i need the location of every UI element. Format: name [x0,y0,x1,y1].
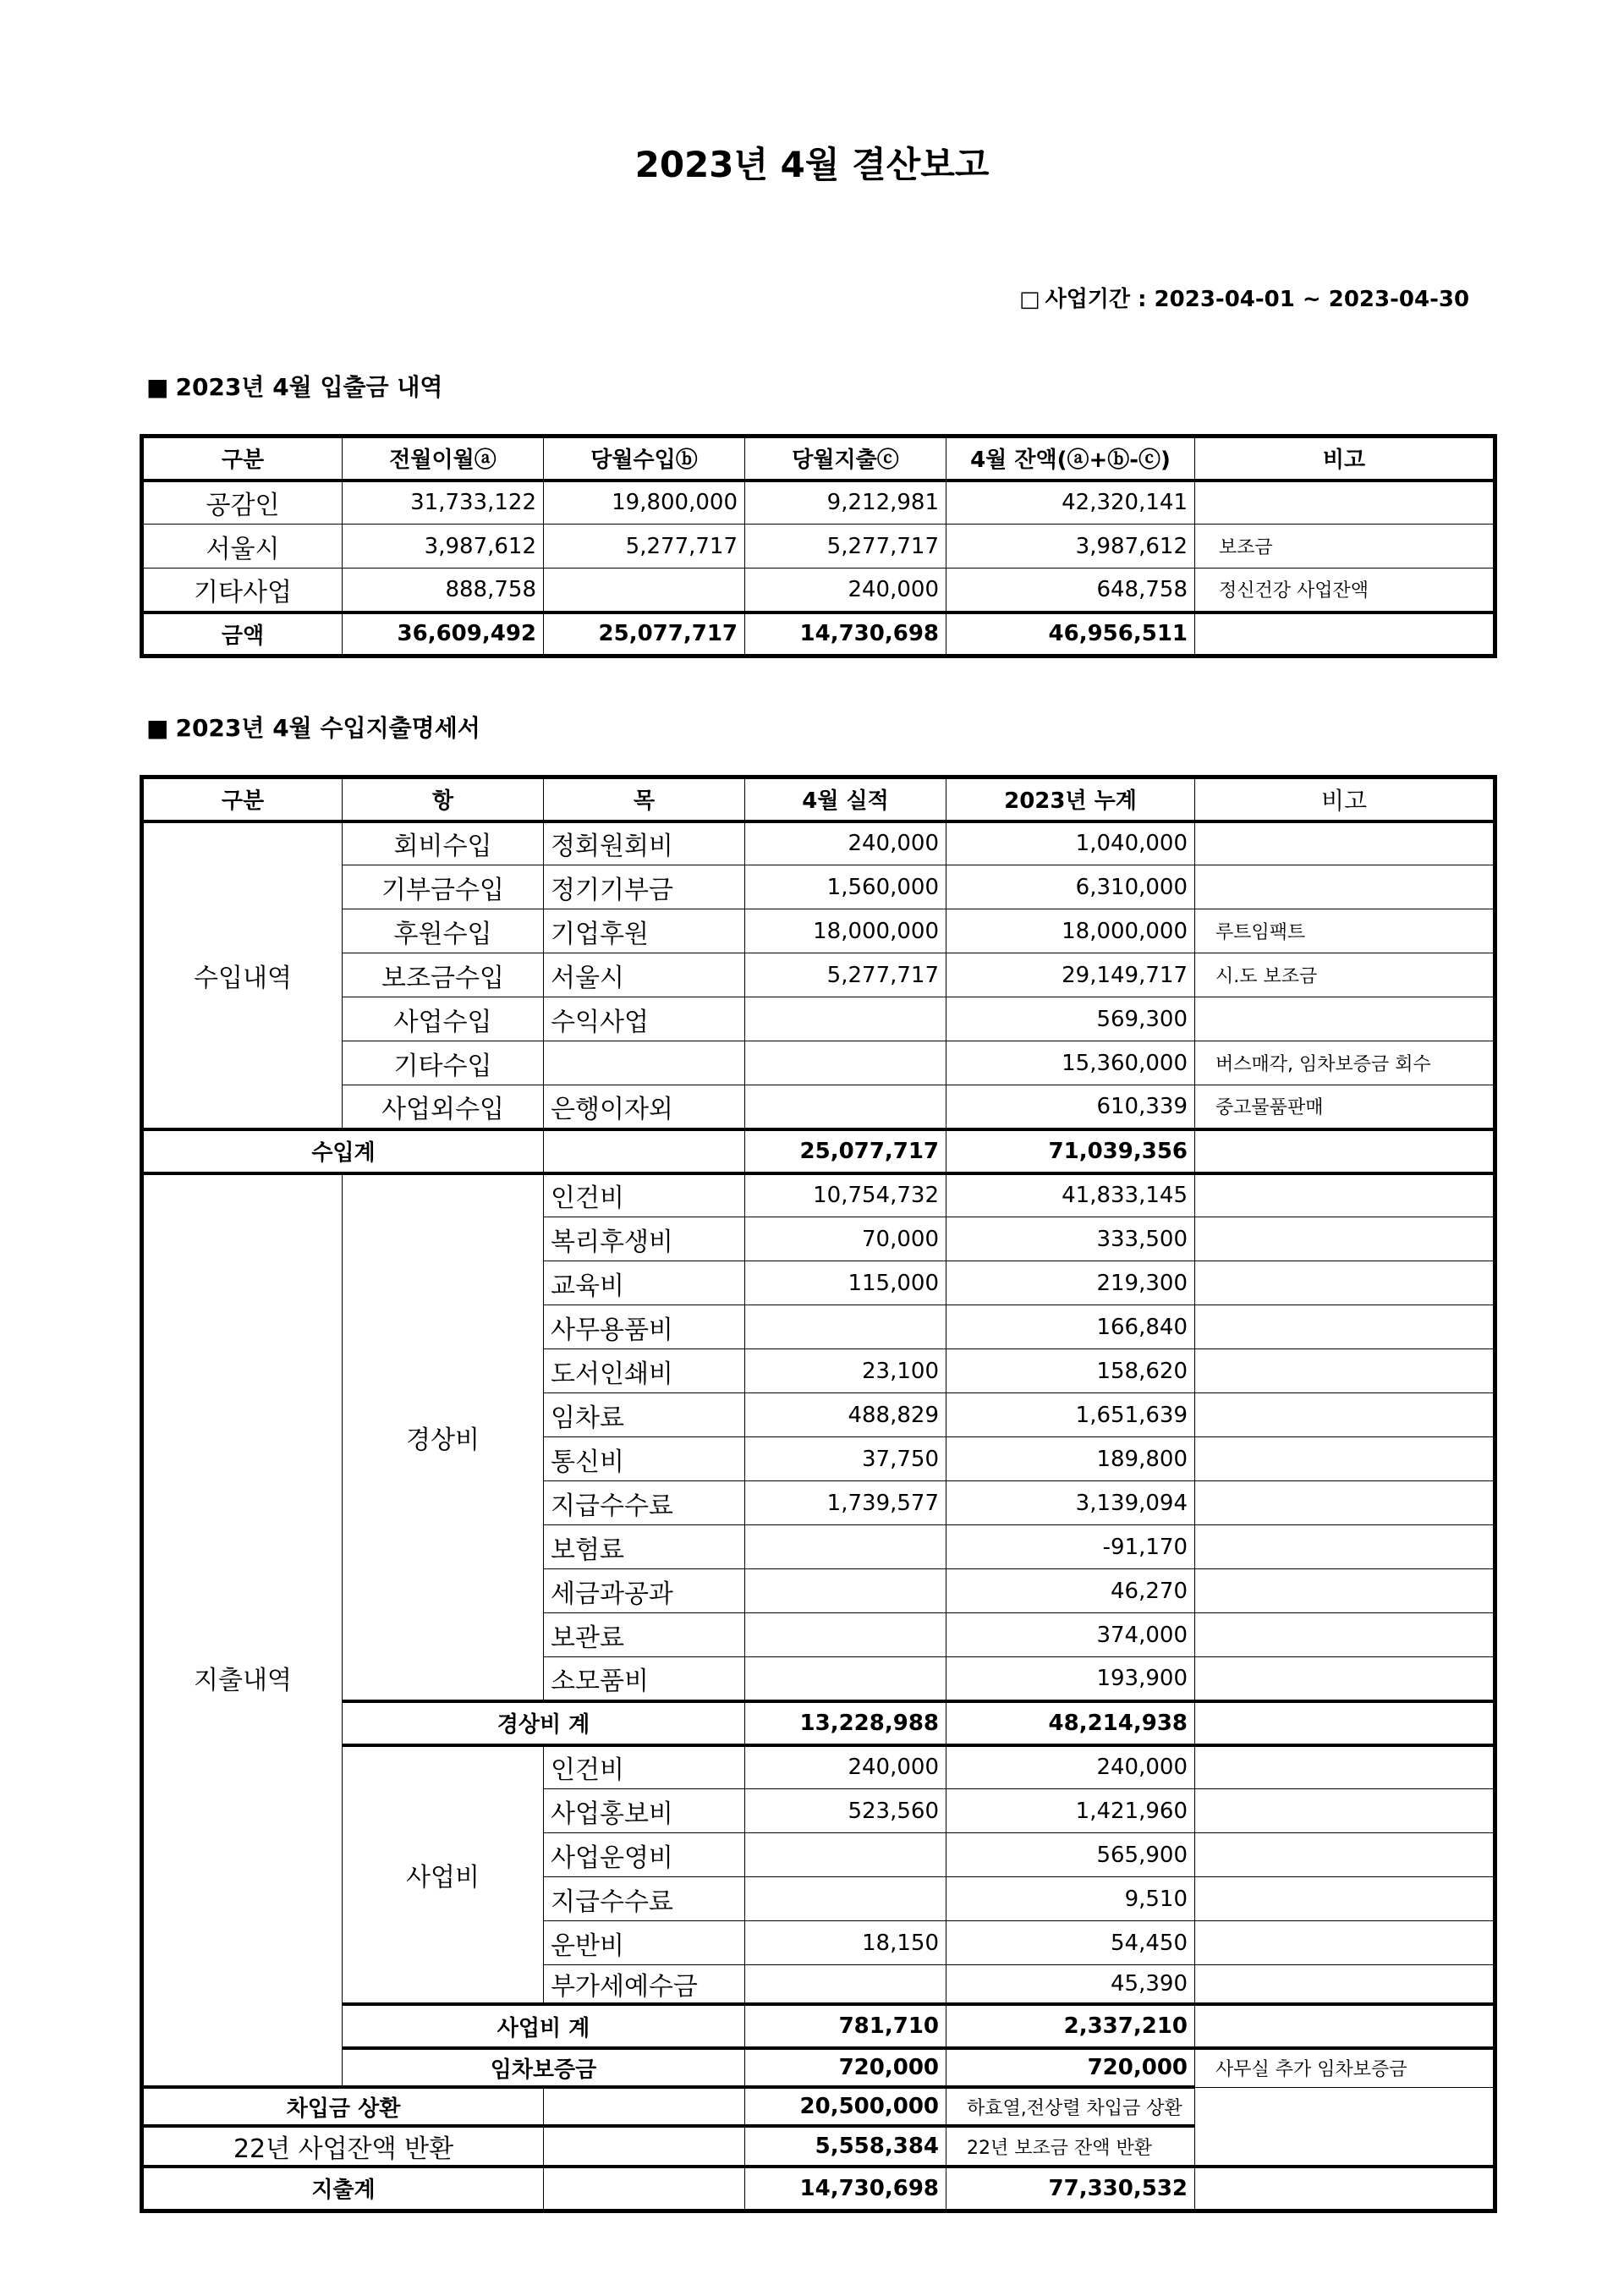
table-header-row [142,777,1495,821]
ytd-cell: 219,300 [946,1261,1195,1305]
month-total: 25,077,717 [745,1129,946,1173]
sub-cell: 사업홍보비 [544,1789,745,1833]
item-cell: 보조금수입 [343,953,544,997]
sub-cell: 소모품비 [544,1657,745,1701]
note-cell [1195,1569,1495,1613]
table-row [142,1745,1495,1789]
month-cell: 240,000 [745,821,946,865]
note-cell [1195,1349,1495,1393]
ytd-cell: 565,900 [946,1833,1195,1877]
sub-cell: 서울시 [544,953,745,997]
income-cell: 19,800,000 [544,481,745,525]
note-cell [1195,1877,1495,1921]
total-label: 금액 [142,612,343,656]
income-cell [544,569,745,612]
sub-cell: 인건비 [544,1745,745,1789]
ytd-cell: 1,421,960 [946,1789,1195,1833]
month-cell [745,1305,946,1349]
ytd-cell: 720,000 [946,2048,1195,2087]
month-cell [745,1965,946,2005]
header-cell: 전월이월ⓐ [343,437,544,481]
ytd-cell: 333,500 [946,1217,1195,1261]
header-cell: 목 [544,777,745,821]
note-cell [1195,1965,1495,2005]
header-cell: 구분 [142,437,343,481]
note-cell [1195,1789,1495,1833]
loan-row [142,2087,1495,2126]
ytd-total: 71,039,356 [946,1129,1195,1173]
sub-cell: 보험료 [544,1525,745,1569]
project-total-row [142,2004,1495,2048]
note-cell: 정신건강 사업잔액 [1195,569,1495,612]
table-row [142,1085,1495,1129]
sub-cell: 인건비 [544,1173,745,1217]
note-cell: 버스매각, 임차보증금 회수 [1195,1041,1495,1085]
month-cell: 10,754,732 [745,1173,946,1217]
ytd-cell: 54,450 [946,1921,1195,1965]
month-cell [745,1877,946,1921]
expense-total-row [142,2167,1495,2211]
ytd-total: 2,337,210 [946,2004,1195,2048]
ytd-cell: 569,300 [946,997,1195,1041]
month-total: 13,228,988 [745,1701,946,1745]
month-cell [544,2087,745,2126]
table-row [142,569,1495,612]
table-header-row [142,437,1495,481]
ytd-cell: 1,040,000 [946,821,1195,865]
note-cell [1195,2004,1495,2048]
note-cell [1195,481,1495,525]
ytd-cell: -91,170 [946,1525,1195,1569]
empty-cell [544,1129,745,1173]
sub-cell: 사무용품비 [544,1305,745,1349]
section1-heading [146,369,442,403]
sub-cell: 임차료 [544,1393,745,1437]
note-cell [1195,1129,1495,1173]
month-total: 781,710 [745,2004,946,2048]
note-cell: 중고물품판매 [1195,1085,1495,1129]
note-cell [1195,1701,1495,1745]
ytd-cell: 3,139,094 [946,1481,1195,1525]
month-cell [745,1657,946,1701]
month-cell [745,1833,946,1877]
month-cell: 488,829 [745,1393,946,1437]
income-cell: 5,277,717 [544,525,745,569]
item-cell: 기타수입 [343,1041,544,1085]
note-cell [1195,1613,1495,1657]
month-cell: 523,560 [745,1789,946,1833]
row-label: 기타사업 [142,569,343,612]
deposit-row [142,2048,1495,2087]
carry-total: 36,609,492 [343,612,544,656]
period-label: 사업기간 : 2023-04-01 ~ 2023-04-30 [1045,287,1470,312]
opex-total-row [142,1701,1495,1745]
item-cell: 사업외수입 [343,1085,544,1129]
total-row [142,612,1495,656]
item-cell: 후원수입 [343,909,544,953]
sub-cell: 복리후생비 [544,1217,745,1261]
sub-cell: 세금과공과 [544,1569,745,1613]
loan-label: 차입금 상환 [142,2087,544,2126]
header-cell: 2023년 누계 [946,777,1195,821]
sub-cell: 통신비 [544,1437,745,1481]
sub-cell: 부가세예수금 [544,1965,745,2005]
note-cell [1195,821,1495,865]
expense-cell: 5,277,717 [745,525,946,569]
item-cell: 사업수입 [343,997,544,1041]
sub-cell: 보관료 [544,1613,745,1657]
sub-cell: 교육비 [544,1261,745,1305]
ytd-cell: 41,833,145 [946,1173,1195,1217]
ytd-cell: 166,840 [946,1305,1195,1349]
ytd-cell: 193,900 [946,1657,1195,1701]
expense-total-label: 지출계 [142,2167,544,2211]
month-total: 14,730,698 [745,2167,946,2211]
table-row [142,909,1495,953]
checkbox-square-icon: □ [1019,287,1040,312]
note-cell [1195,1173,1495,1217]
note-cell [1195,1657,1495,1701]
header-cell: 당월지출ⓒ [745,437,946,481]
month-cell: 115,000 [745,1261,946,1305]
ytd-cell: 29,149,717 [946,953,1195,997]
row-label: 공감인 [142,481,343,525]
item-cell: 기부금수입 [343,865,544,909]
sub-cell: 운반비 [544,1921,745,1965]
carry-cell: 888,758 [343,569,544,612]
refund-row [142,2126,1495,2167]
table-row [142,953,1495,997]
balance-cell: 3,987,612 [946,525,1195,569]
month-cell: 1,560,000 [745,865,946,909]
sub-cell: 수익사업 [544,997,745,1041]
ytd-total: 48,214,938 [946,1701,1195,1745]
income-group-label: 수입내역 [142,821,343,1129]
note-cell [1195,1437,1495,1481]
section2-title: 2023년 4월 수입지출명세서 [175,714,480,742]
note-cell: 보조금 [1195,525,1495,569]
month-cell: 23,100 [745,1349,946,1393]
note-cell [1195,1481,1495,1525]
row-label: 서울시 [142,525,343,569]
note-cell [1195,1261,1495,1305]
header-cell: 항 [343,777,544,821]
sub-cell: 정회원회비 [544,821,745,865]
month-cell: 37,750 [745,1437,946,1481]
header-cell: 당월수입ⓑ [544,437,745,481]
ytd-cell: 374,000 [946,1613,1195,1657]
section1-title: 2023년 4월 입출금 내역 [175,373,443,401]
ytd-cell: 45,390 [946,1965,1195,2005]
note-cell [1195,1393,1495,1437]
balance-cell: 42,320,141 [946,481,1195,525]
ytd-total: 77,330,532 [946,2167,1195,2211]
table-row [142,1041,1495,1085]
header-cell: 4월 실적 [745,777,946,821]
month-cell: 18,150 [745,1921,946,1965]
income-total: 25,077,717 [544,612,745,656]
month-cell [745,1085,946,1129]
opex-total-label: 경상비 계 [343,1701,745,1745]
note-cell [1195,1745,1495,1789]
sub-cell: 은행이자외 [544,1085,745,1129]
month-cell: 240,000 [745,1745,946,1789]
note-cell [1195,1833,1495,1877]
table-row [142,997,1495,1041]
note-cell [1195,1217,1495,1261]
table-row [142,481,1495,525]
sub-cell: 기업후원 [544,909,745,953]
note-cell [1195,2167,1495,2211]
table-row [142,1173,1495,1217]
refund-label: 22년 사업잔액 반환 [142,2126,544,2167]
item-cell: 회비수입 [343,821,544,865]
ytd-cell: 15,360,000 [946,1041,1195,1085]
note-cell: 시.도 보조금 [1195,953,1495,997]
month-cell [745,1569,946,1613]
note-cell [1195,1921,1495,1965]
ytd-cell: 189,800 [946,1437,1195,1481]
header-cell: 구분 [142,777,343,821]
note-cell: 하효열,전상렬 차입금 상환 [946,2087,1195,2126]
income-total-label: 수입계 [142,1129,544,1173]
note-cell: 22년 보조금 잔액 반환 [946,2126,1195,2167]
income-expense-table [140,775,1497,2213]
cashflow-table [140,434,1497,658]
sub-cell: 정기기부금 [544,865,745,909]
expense-total: 14,730,698 [745,612,946,656]
ytd-cell: 5,558,384 [745,2126,946,2167]
section2-heading [146,710,480,744]
note-cell: 루트임팩트 [1195,909,1495,953]
balance-cell: 648,758 [946,569,1195,612]
table-row [142,865,1495,909]
note-cell [1195,612,1495,656]
project-group-label: 사업비 [343,1745,544,2005]
month-cell [544,2126,745,2167]
sub-cell [544,1041,745,1085]
expense-cell: 240,000 [745,569,946,612]
month-cell: 720,000 [745,2048,946,2087]
month-cell: 18,000,000 [745,909,946,953]
balance-total: 46,956,511 [946,612,1195,656]
header-cell: 비고 [1195,437,1495,481]
carry-cell: 3,987,612 [343,525,544,569]
month-cell [745,1041,946,1085]
note-cell [1195,865,1495,909]
table-row [142,525,1495,569]
project-total-label: 사업비 계 [343,2004,745,2048]
expense-group-label: 지출내역 [142,1173,343,2088]
ytd-cell: 1,651,639 [946,1393,1195,1437]
sub-cell: 지급수수료 [544,1481,745,1525]
ytd-cell: 46,270 [946,1569,1195,1613]
income-total-row [142,1129,1495,1173]
opex-group-label: 경상비 [343,1173,544,1701]
ytd-cell: 6,310,000 [946,865,1195,909]
black-square-icon: ■ [146,373,169,401]
deposit-label: 임차보증금 [343,2048,745,2087]
note-cell [1195,1305,1495,1349]
sub-cell: 도서인쇄비 [544,1349,745,1393]
month-cell [745,997,946,1041]
ytd-cell: 158,620 [946,1349,1195,1393]
month-cell: 1,739,577 [745,1481,946,1525]
ytd-cell: 240,000 [946,1745,1195,1789]
month-cell [745,1525,946,1569]
expense-cell: 9,212,981 [745,481,946,525]
ytd-cell: 610,339 [946,1085,1195,1129]
note-cell [1195,997,1495,1041]
empty-cell [544,2167,745,2211]
month-cell: 5,277,717 [745,953,946,997]
header-cell: 4월 잔액(ⓐ+ⓑ-ⓒ) [946,437,1195,481]
sub-cell: 지급수수료 [544,1877,745,1921]
ytd-cell: 20,500,000 [745,2087,946,2126]
note-cell [1195,1525,1495,1569]
note-cell: 사무실 추가 임차보증금 [1195,2048,1495,2087]
table-row [142,821,1495,865]
carry-cell: 31,733,122 [343,481,544,525]
month-cell [745,1613,946,1657]
month-cell: 70,000 [745,1217,946,1261]
business-period [1019,282,1469,313]
ytd-cell: 18,000,000 [946,909,1195,953]
report-title: 2023년 4월 결산보고 [634,144,990,185]
black-square-icon: ■ [146,714,169,742]
ytd-cell: 9,510 [946,1877,1195,1921]
header-cell: 비고 [1195,777,1495,821]
sub-cell: 사업운영비 [544,1833,745,1877]
